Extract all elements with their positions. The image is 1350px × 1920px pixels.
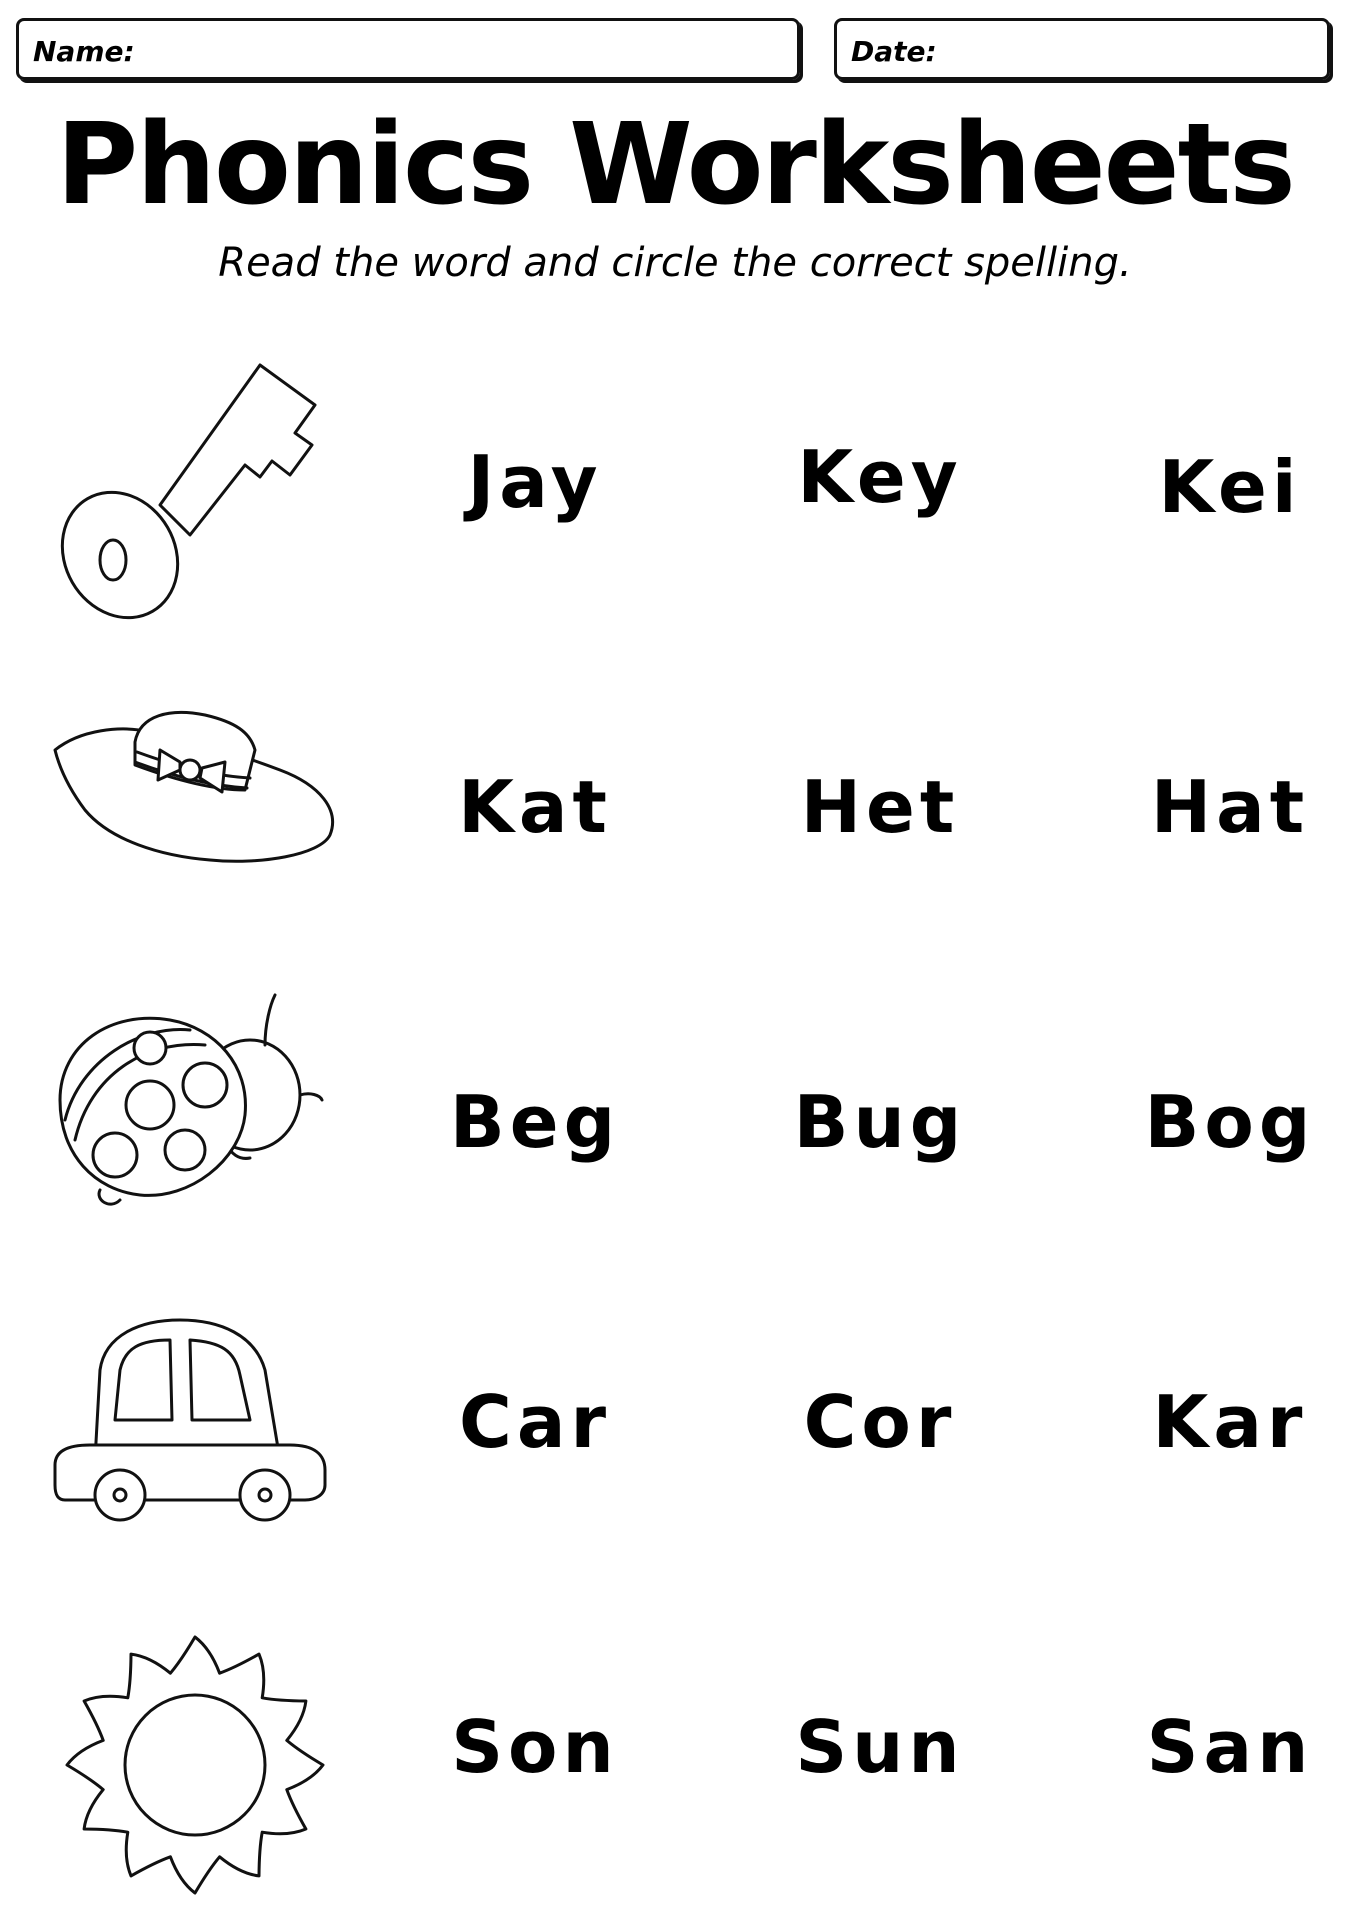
- word-option[interactable]: Car: [459, 1380, 611, 1464]
- word-option[interactable]: Kar: [1152, 1380, 1308, 1464]
- word-option[interactable]: Bog: [1144, 1080, 1316, 1164]
- word-option[interactable]: Cor: [803, 1380, 957, 1464]
- word-option[interactable]: Sun: [795, 1705, 965, 1789]
- question-row-5: [0, 1610, 1350, 1910]
- word-option[interactable]: Kat: [458, 765, 612, 849]
- hat-icon: [40, 670, 350, 970]
- question-row-2: [0, 670, 1350, 970]
- date-field[interactable]: [834, 18, 1330, 80]
- car-icon: [40, 1290, 350, 1590]
- sun-icon: [40, 1610, 350, 1910]
- question-row-1: [0, 355, 1350, 655]
- page-title: Phonics Worksheets: [56, 100, 1294, 230]
- word-option[interactable]: Jay: [467, 440, 603, 524]
- ladybug-icon: [40, 990, 350, 1290]
- date-label: Date:: [851, 35, 937, 68]
- word-option[interactable]: Son: [451, 1705, 619, 1789]
- question-row-4: [0, 1290, 1350, 1590]
- word-option[interactable]: Bug: [793, 1080, 967, 1164]
- word-option[interactable]: San: [1146, 1705, 1314, 1789]
- word-option[interactable]: Beg: [449, 1080, 621, 1164]
- word-option[interactable]: Het: [800, 765, 960, 849]
- name-label: Name:: [33, 35, 135, 68]
- instruction-text: Read the word and circle the correct spelling.: [218, 240, 1132, 286]
- word-option[interactable]: Kei: [1158, 445, 1302, 529]
- word-option[interactable]: Hat: [1150, 765, 1310, 849]
- word-option[interactable]: Key: [797, 435, 963, 519]
- question-row-3: [0, 990, 1350, 1290]
- key-icon: [40, 355, 350, 655]
- name-field[interactable]: [16, 18, 800, 80]
